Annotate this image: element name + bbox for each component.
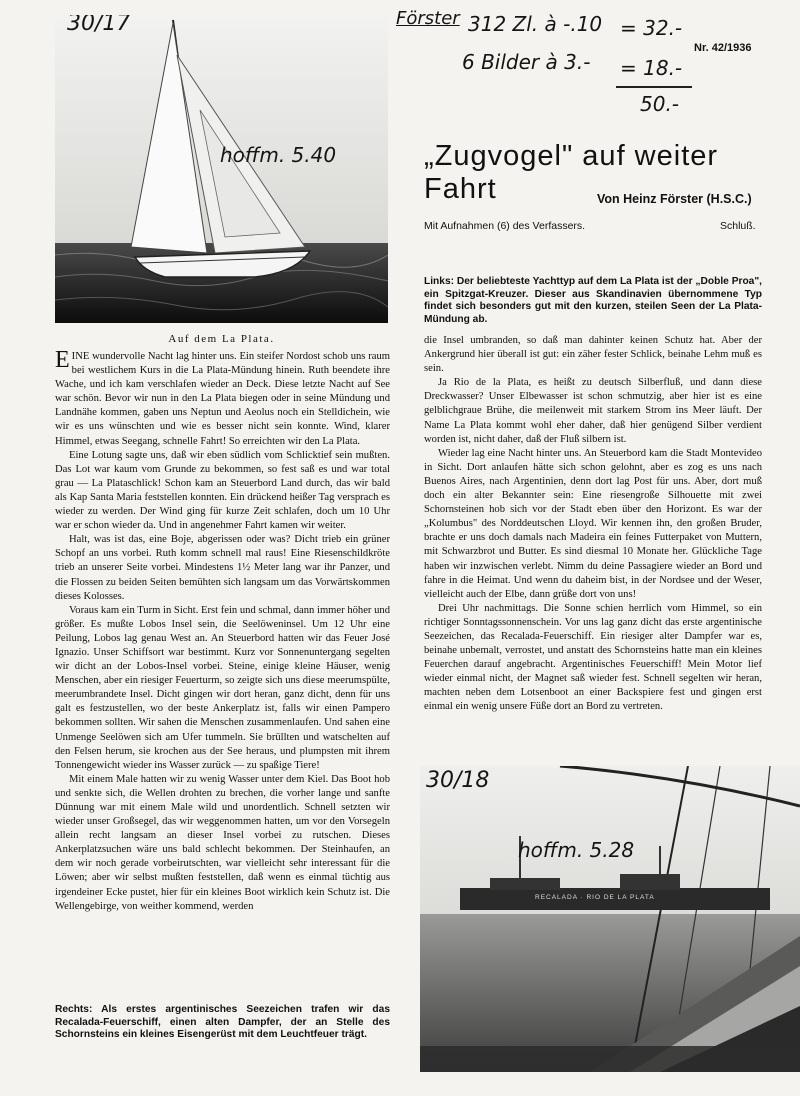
- photo1-caption: Auf dem La Plata.: [168, 333, 275, 345]
- article-title: „Zugvogel" auf weiter Fahrt: [424, 140, 719, 205]
- caption-left-photo: Links: Der beliebteste Yachttyp auf dem La Plata ist der „Doble Proa", ein Spitzgat-Kreuzer. Dieser aus Skandinavien übernommene Typ findet sich besonders gut mit den kurzen, steilen Seen der La Plata-Mündung ab.: [424, 276, 762, 325]
- sailboat-photo: [55, 15, 388, 323]
- photo2-photographer-mark: hoffm. 5.28: [518, 838, 635, 862]
- handwritten-sum: 50.-: [640, 92, 680, 116]
- photo1-photographer-mark: hoffm. 5.40: [220, 143, 337, 167]
- handwritten-line2: 6 Bilder à 3.-: [462, 50, 591, 74]
- photo-credit: Mit Aufnahmen (6) des Verfassers.: [424, 220, 586, 232]
- lightship-photo: [420, 766, 800, 1072]
- left-paragraph-4: Voraus kam ein Turm in Sicht. Erst fein und schmal, dann immer höher und größer. Es mußte Lobos Insel sein, die Seelöweninsel. Um 12 Uhr eine Peilung, Lobos lag genau West an. An Steuerbord hatten wir das Feuer José Ignazio. Unser Schiffsort war bestimmt. Kurz vor Sonnenuntergang segelten wir dicht an der Lobos-Insel vorbei. Steine, einige kleine Häuser, wenig Menschen, aber ein riesiger Feuerturm, so zeigte sich uns diese meerumspülte, meerumbrandete Insel. Dicht gingen wir dort heran, ganz dicht, denn für uns galt es festzustellen, wo der beste Ankerplatz ist, falls wir einen Pampero bekommen sollten. Wir sahen die Menschen zusammenlaufen. Und sahen eine Unmenge Seelöwen sich am Ufer tummeln. Sie brüllten und watschelten auf den Felsen herum, sie krochen aus der See heraus, und plumpsten mit ihrem Tonnengewicht wieder ins Wasser zurück — zu spaßige Tiere!: [55, 604, 390, 771]
- handwritten-line1-total: = 32.-: [620, 16, 683, 40]
- sailboat-illustration: [55, 15, 388, 323]
- left-paragraph-1: EINE wundervolle Nacht lag hinter uns. Ein steifer Nordost schob uns raum bei westlichem Kurs in die La Plata-Mündung hinein. Ruth beendete ihre Wache, und ich kam verschlafen wieder an Deck. Diese letzte Nacht auf See war schön. Bevor wir nun in den La Plata biegen oder in seine Mündung und Landnähe kommen, gaben uns Neptun und Aeolus noch ein Stelldichein, wie wir es uns wünschten und wie es besser nicht sein konnte. Wind, klarer Himmel, etwas Seegang, schnelle Fahrt! So erreichten wir den La Plata.: [55, 350, 390, 447]
- right-paragraph-4: Drei Uhr nachmittags. Die Sonne schien herrlich vom Himmel, so ein richtiger Sonntagssonnenschein. Vor uns lag ganz dicht das erste argentinische Seezeichen, das Recalada-Feuerschiff. Ein riesiger alter Dampfer war es, beinahe unbemalt, verrostet, und anstatt des Schornsteins hatte man ein kleines Feuerchen darauf angebracht. Argentinisches Feuerschiff! Mein Motor lief wieder einmal nicht, der Magnet saß wieder fest. Schnell segelten wir heran, machten neben dem Lotsenboot an einer Backspiere fest und gingen erst einmal ein wenig unsere Füße dort an Bord zu vertreten.: [424, 602, 762, 713]
- photo2-inventory-number: 30/18: [426, 768, 490, 793]
- photo1-inventory-number: 30/17: [67, 15, 131, 36]
- left-paragraph-5: Mit einem Male hatten wir zu wenig Wasser unter dem Kiel. Das Boot hob und senkte sich, die Wellen drohten zu brechen, die vorher lange und sanfte Dünnung war mit einem Male wild und unordentlich. Schnell setzten wir wieder unser Großsegel, das wir weggenommen hatten, um vor den Vorsegeln allein recht langsam an dieser Insel vorbei zu rutschen. Dieses Ankerplatzsuchen wäre uns bald schlecht bekommen. Der Steinhaufen, an dem wir noch gerade vorbeirutschten, war vielleicht sehr interessant für die Löwen; aber wir selbst mußten feststellen, daß wenn es einmal tüchtig aus irgendeiner Ecke pustet, hier für ein kleines Boot wirklich kein Schutz ist. Die Wellengebirge, von weither kommend, werden: [55, 773, 390, 912]
- right-paragraph-2: Ja Rio de la Plata, es heißt zu deutsch Silberfluß, und dann diese Dreckwasser? Unser Elbewasser ist schon schmutzig, aber hier ist es eine gelblichgraue Brühe, die meilenweit mit starkem Strom ins Meer läuft. Der Name La Plata kommt wohl eher daher, daß hier genügend Silber verdient worden ist, nicht daher, daß der Fluß silbern ist.: [424, 377, 762, 445]
- ship-hull-text: RECALADA · RIO DE LA PLATA: [535, 894, 655, 901]
- lightship-illustration: [420, 766, 800, 1072]
- right-paragraph-1: die Insel umbranden, so daß man dahinter keinen Schutz hat. Aber der Ankergrund hier überall ist gut: ein zäher fester Schlick, beinahe Lehm muß es sein.: [424, 335, 762, 375]
- handwritten-author-note: Förster: [396, 8, 460, 29]
- handwritten-sum-rule: [616, 86, 692, 88]
- handwritten-line1: 312 Zl. à -.10: [468, 12, 603, 36]
- right-column: [424, 334, 762, 754]
- caption-right-photo: Rechts: Als erstes argentinisches Seezeichen trafen wir das Recalada-Feuerschiff, einen alten Dampfer, der an Stelle des Schornsteins ein kleines Eisengerüst mit dem Leuchtfeuer trägt.: [55, 1004, 390, 1041]
- left-paragraph-3: Halt, was ist das, eine Boje, abgerissen oder was? Dicht trieb ein grüner Schopf an uns vorbei. Ruth komm schnell mal raus! Eine Riesenschildkröte trieb an unserer Seite vorbei. Mindestens 1½ Meter lang war ihr Panzer, und die Flossen zu beiden Seiten bemühten sich langsam um das Vorwärtskommen dieses Kolosses.: [55, 534, 390, 602]
- right-paragraph-3: Wieder lag eine Nacht hinter uns. An Steuerbord kam die Stadt Montevideo in Sicht. Dort anlaufen hätte sich schon gelohnt, aber es zog es uns nach Buenos Aires, nach Argentinien, denn dort lag Post für uns. Aber, dort muß doch ein alter Bekannter sein: Eine riesengroße Silhouette mit zwei Schornsteinen hob sich vor der Stadt eben über den Horizont. Es war der „Kolumbus" des Norddeutschen Lloyd. Wir kennen ihn, den großen Bruder, brachte er uns doch damals nach Madeira ein feines Futterpaket von Muttern, mit Schwarzbrot und Butter. Es sind diesmal 10 Monate her. Glückliche Tage haben wir inzwischen verlebt. Nimm du deine Passagiere wieder an Bord und fahre in die Heimat. Und wenn du daheim bist, in der Nordsee und der Weser, vielleicht auch der Elbe, dann grüße dort von uns!: [424, 447, 762, 600]
- article-part: Schluß.: [720, 220, 756, 232]
- left-paragraph-2: Eine Lotung sagte uns, daß wir eben südlich vom Schlicktief sein mußten. Das Lot war kaum vom Grunde zu bekommen, so fest saß es und war total grau — La Plataschlick! Schon kam an Steuerbord Land durch, das wir bald als Kap Santa Maria feststellen konnten. Ein drückend heißer Tag versprach es wieder zu werden. Der Wind ging für kurze Zeit schlafen, doch um 10 Uhr war er schon wieder da. Und in angenehmer Fahrt kamen wir weiter.: [55, 449, 390, 532]
- handwritten-line2-total: = 18.-: [620, 56, 683, 80]
- left-column: [55, 350, 390, 986]
- dropcap: E: [55, 350, 70, 373]
- issue-number: Nr. 42/1936: [694, 42, 752, 54]
- article-byline: Von Heinz Förster (H.S.C.): [597, 192, 752, 206]
